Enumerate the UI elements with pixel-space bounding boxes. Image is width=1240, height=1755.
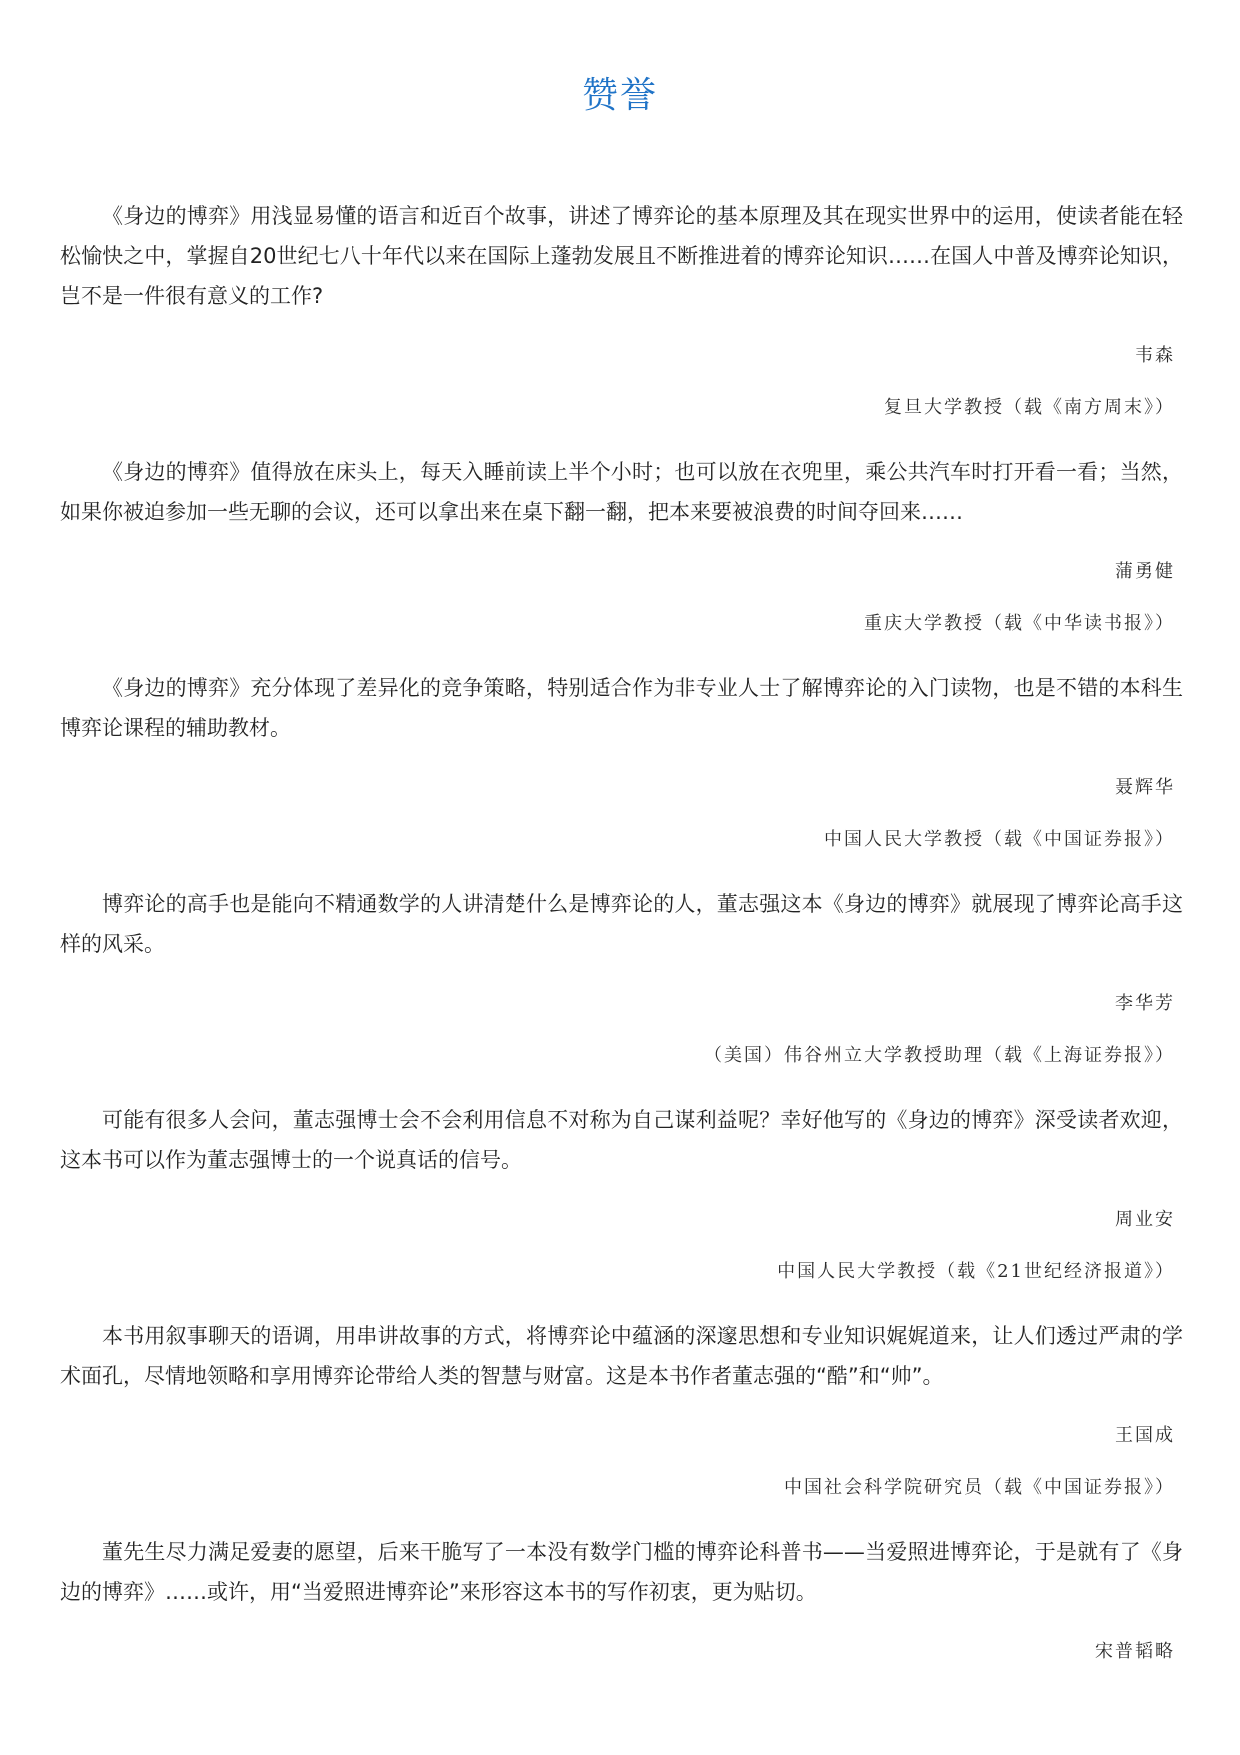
endorsement-4: [60, 884, 1183, 1068]
endorsement-list: [60, 196, 1183, 1664]
endorsement-author: 宋普韬略: [1095, 1641, 1175, 1662]
endorsement-author: 聂辉华: [1115, 777, 1175, 798]
endorsement-author: 王国成: [1115, 1425, 1175, 1446]
endorsement-5: [60, 1100, 1183, 1284]
endorsement-source: （美国）伟谷州立大学教授助理（载《上海证券报》）: [704, 1045, 1175, 1066]
endorsement-author: 韦森: [1135, 345, 1175, 366]
endorsement-source: 重庆大学教授（载《中华读书报》）: [864, 613, 1175, 634]
endorsement-author: 蒲勇健: [1115, 561, 1175, 582]
endorsement-author: 周业安: [1115, 1209, 1175, 1230]
endorsement-quote: 可能有很多人会问，董志强博士会不会利用信息不对称为自己谋利益呢？幸好他写的《身边的博弈》深受读者欢迎，这本书可以作为董志强博士的一个说真话的信号。: [60, 1108, 1183, 1172]
endorsement-quote: 董先生尽力满足爱妻的愿望，后来干脆写了一本没有数学门槛的博弈论科普书——当爱照进博弈论，于是就有了《身边的博弈》……或许，用“当爱照进博弈论”来形容这本书的写作初衷，更为贴切。: [60, 1540, 1183, 1604]
endorsement-quote: 《身边的博弈》充分体现了差异化的竞争策略，特别适合作为非专业人士了解博弈论的入门读物，也是不错的本科生博弈论课程的辅助教材。: [60, 676, 1183, 740]
endorsement-7: [60, 1532, 1183, 1664]
endorsement-source: 中国人民大学教授（载《21世纪经济报道》）: [777, 1261, 1175, 1282]
endorsement-source: 中国人民大学教授（载《中国证券报》）: [824, 829, 1175, 850]
endorsement-1: [60, 196, 1183, 420]
endorsement-6: [60, 1316, 1183, 1500]
endorsement-author: 李华芳: [1115, 993, 1175, 1014]
page-title: 赞誉: [581, 75, 658, 116]
endorsement-quote: 《身边的博弈》值得放在床头上，每天入睡前读上半个小时；也可以放在衣兜里，乘公共汽车时打开看一看；当然，如果你被迫参加一些无聊的会议，还可以拿出来在桌下翻一翻，把本来要被浪费的时间夺回来……: [60, 460, 1183, 524]
endorsement-quote: 《身边的博弈》用浅显易懂的语言和近百个故事，讲述了博弈论的基本原理及其在现实世界中的运用，使读者能在轻松愉快之中，掌握自20世纪七八十年代以来在国际上蓬勃发展且不断推进着的博弈论知识……在国人中普及博弈论知识，岂不是一件很有意义的工作?: [60, 204, 1183, 308]
endorsement-source: 中国社会科学院研究员（载《中国证券报》）: [784, 1477, 1175, 1498]
endorsement-3: [60, 668, 1183, 852]
endorsement-quote: 本书用叙事聊天的语调，用串讲故事的方式，将博弈论中蕴涵的深邃思想和专业知识娓娓道来，让人们透过严肃的学术面孔，尽情地领略和享用博弈论带给人类的智慧与财富。这是本书作者董志强的“酷”和“帅”。: [60, 1324, 1183, 1388]
endorsement-quote: 博弈论的高手也是能向不精通数学的人讲清楚什么是博弈论的人，董志强这本《身边的博弈》就展现了博弈论高手这样的风采。: [60, 892, 1183, 956]
endorsement-2: [60, 452, 1183, 636]
endorsement-source: 复旦大学教授（载《南方周末》）: [884, 397, 1175, 418]
